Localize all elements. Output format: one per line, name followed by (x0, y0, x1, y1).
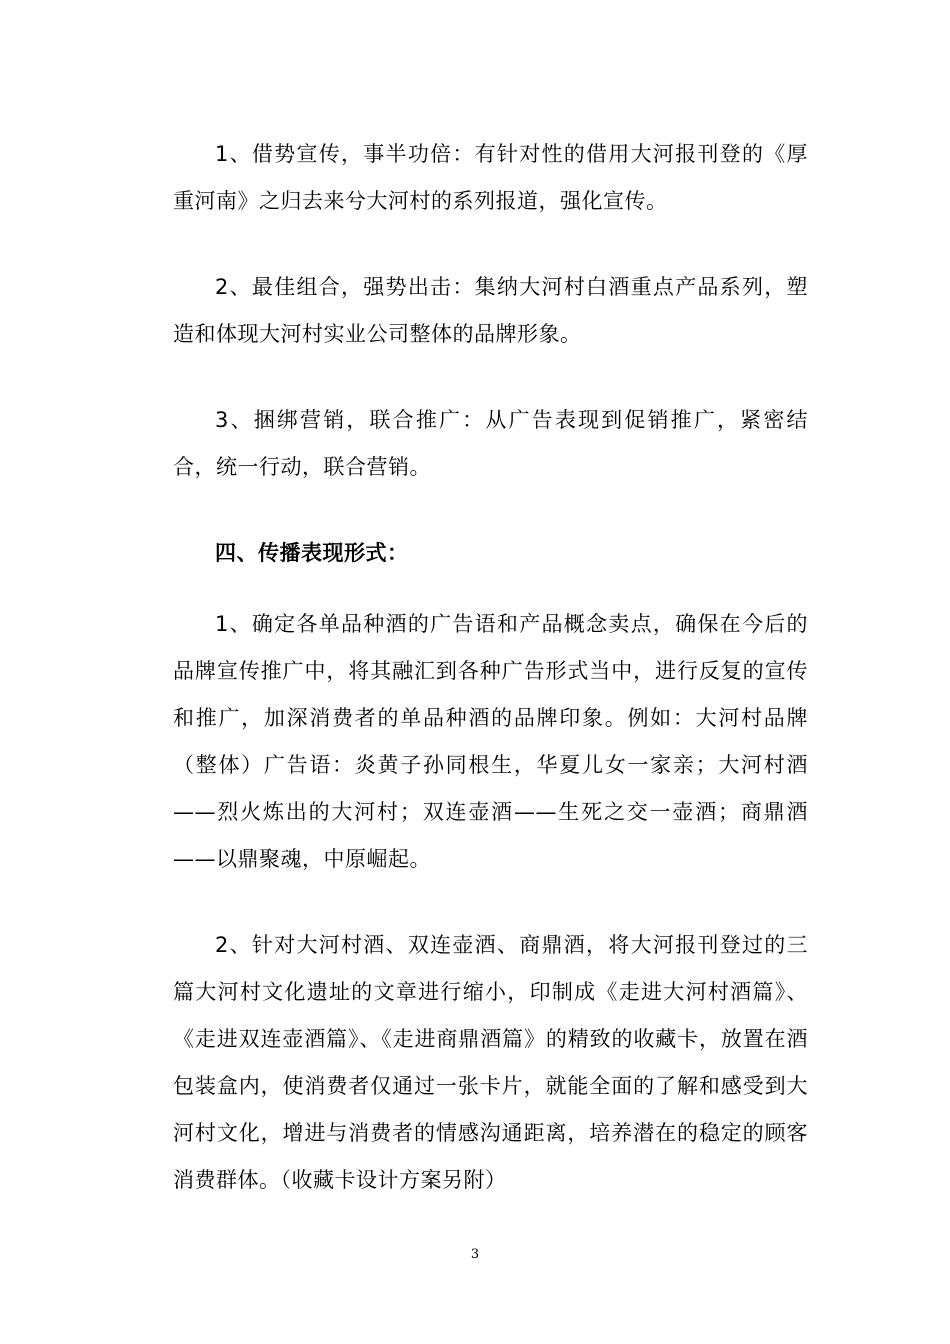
page-number: 3 (470, 1247, 480, 1262)
paragraph-bundled-marketing: 3、捆绑营销，联合推广：从广告表现到促销推广，紧密结合，统一行动，联合营销。 (173, 408, 808, 479)
document-body (173, 131, 808, 1243)
paragraph-ad-slogans: 1、确定各单品种酒的广告语和产品概念卖点，确保在今后的品牌宣传推广中，将其融汇到各种广告形式当中，进行反复的宣传和推广，加深消费者的单品种酒的品牌印象。例如：大河村品牌（整体）广告语：炎黄子孙同根生，华夏儿女一家亲；大河村酒——烈火炼出的大河村；双连壶酒——生死之交一壶酒；商鼎酒——以鼎聚魂，中原崛起。 (173, 612, 808, 871)
paragraph-best-combination: 2、最佳组合，强势出击：集纳大河村白酒重点产品系列，塑造和体现大河村实业公司整体的品牌形象。 (173, 275, 808, 346)
paragraph-borrow-momentum: 1、借势宣传，事半功倍：有针对性的借用大河报刊登的《厚重河南》之归去来兮大河村的系列报道，强化宣传。 (173, 142, 808, 213)
paragraph-collection-cards: 2、针对大河村酒、双连壶酒、商鼎酒，将大河报刊登过的三篇大河村文化遗址的文章进行缩小，印制成《走进大河村酒篇》、《走进双连壶酒篇》、《走进商鼎酒篇》的精致的收藏卡，放置在酒包装盒内，使消费者仅通过一张卡片，就能全面的了解和感受到大河村文化，增进与消费者的情感沟通距离，培养潜在的稳定的顾客消费群体。（收藏卡设计方案另附） (173, 933, 808, 1192)
section-heading-communication-forms: 四、传播表现形式： (215, 541, 409, 565)
